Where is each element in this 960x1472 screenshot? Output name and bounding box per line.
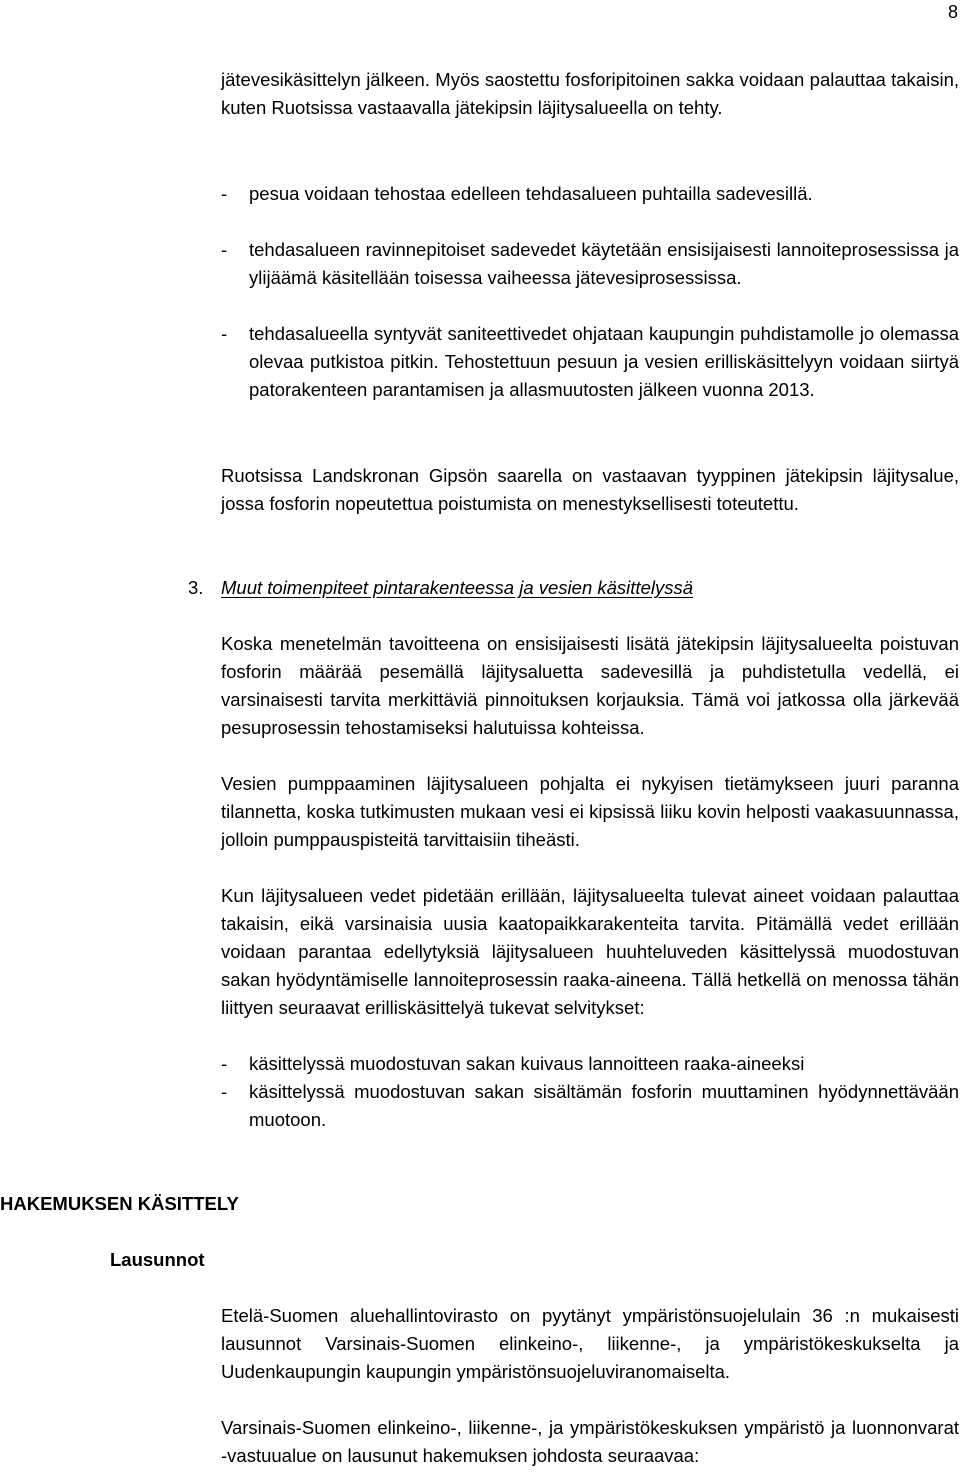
bullet-item: [221, 180, 959, 208]
bullet-item: [221, 1050, 959, 1078]
section-paragraph: Kun läjitysalueen vedet pidetään erillään, läjitysalueelta tulevat aineet voidaan palauttaa takaisin, eikä varsinaisia uusia kaatopaikkarakenteita tarvita. Pitämällä vedet erillään voidaan parantaa edellytyksiä läjitysalueen huuhteluveden käsittelyssä muodostuvan sakan hyödyntämiselle lannoiteprosessin raaka-aineena. Tällä hetkellä on menossa tähän liittyen seuraavat erilliskäsittelyä tukevat selvitykset:: [221, 885, 959, 1018]
section-number: 3.: [188, 577, 204, 598]
section-paragraph: Vesien pumppaaminen läjitysalueen pohjalta ei nykyisen tietämykseen juuri paranna tilannetta, koska tutkimusten mukaan vesi ei kipsissä liiku kovin helposti vaakasuunnassa, jolloin pumppauspisteitä tarvittaisiin tiheästi.: [221, 773, 959, 850]
page-number: 8: [947, 2, 958, 22]
bullet-dash: -: [221, 239, 228, 260]
lausunnot-paragraph: Etelä-Suomen aluehallintovirasto on pyytänyt ympäristönsuojelulain 36 :n mukaisesti lausunnot Varsinais-Suomen elinkeino-, liikenne-, ja ympäristökeskukselta ja Uudenkaupungin kaupungin ympäristönsuojeluviranomaiselta.: [221, 1305, 959, 1382]
lausunnot-paragraph: Varsinais-Suomen elinkeino-, liikenne-, ja ympäristökeskuksen ympäristö ja luonnonvarat -vastuualue on lausunut hakemuksen johdosta seuraavaa:: [221, 1417, 959, 1466]
bullet-text: käsittelyssä muodostuvan sakan sisältämän fosforin muuttaminen hyödynnettävään muotoon.: [249, 1081, 959, 1130]
intro-paragraph: jätevesikäsittelyn jälkeen. Myös saostettu fosforipitoinen sakka voidaan palauttaa takaisin, kuten Ruotsissa vastaavalla jätekipsin läjitysalueella on tehty.: [221, 69, 959, 118]
bullet-dash: -: [221, 323, 228, 344]
bullet-text: käsittelyssä muodostuvan sakan kuivaus lannoitteen raaka-aineeksi: [249, 1053, 805, 1074]
bullet-item: [221, 236, 959, 292]
section-paragraph: Koska menetelmän tavoitteena on ensisijaisesti lisätä jätekipsin läjitysalueelta poistuvan fosforin määrää pesemällä läjitysaluetta sadevesillä ja puhdistetulla vedellä, ei varsinaisesti tarvita merkittäviä pinnoituksen korjauksia. Tämä voi jatkossa olla järkevää pesuprosessin tehostamiseksi halutuissa kohteissa.: [221, 633, 959, 738]
main-heading: HAKEMUKSEN KÄSITTELY: [0, 1193, 239, 1214]
bullet-text: tehdasalueen ravinnepitoiset sadevedet käytetään ensisijaisesti lannoiteprosessissa ja ylijäämä käsitellään toisessa vaiheessa jätevesiprosessissa.: [249, 239, 959, 288]
bullet-dash: -: [221, 183, 228, 204]
paragraph-ruotsi: Ruotsissa Landskronan Gipsön saarella on vastaavan tyyppinen jätekipsin läjitysalue, jossa fosforin nopeutettua poistumista on menestyksellisesti toteutettu.: [221, 465, 959, 514]
bullet-text: pesua voidaan tehostaa edelleen tehdasalueen puhtailla sadevesillä.: [249, 183, 813, 204]
bullet-item: [221, 320, 959, 404]
section-title: Muut toimenpiteet pintarakenteessa ja vesien käsittelyssä: [221, 577, 694, 598]
bullet-dash: -: [221, 1081, 228, 1102]
sub-heading: Lausunnot: [110, 1249, 205, 1270]
bullet-text: tehdasalueella syntyvät saniteettivedet ohjataan kaupungin puhdistamolle jo olemassa olevaa putkistoa pitkin. Tehostettuun pesuun ja vesien erilliskäsittelyyn voidaan siirtyä patorakenteen parantamisen ja allasmuutosten jälkeen vuonna 2013.: [249, 323, 959, 400]
bullet-dash: -: [221, 1053, 228, 1074]
bullet-item: [221, 1078, 959, 1134]
